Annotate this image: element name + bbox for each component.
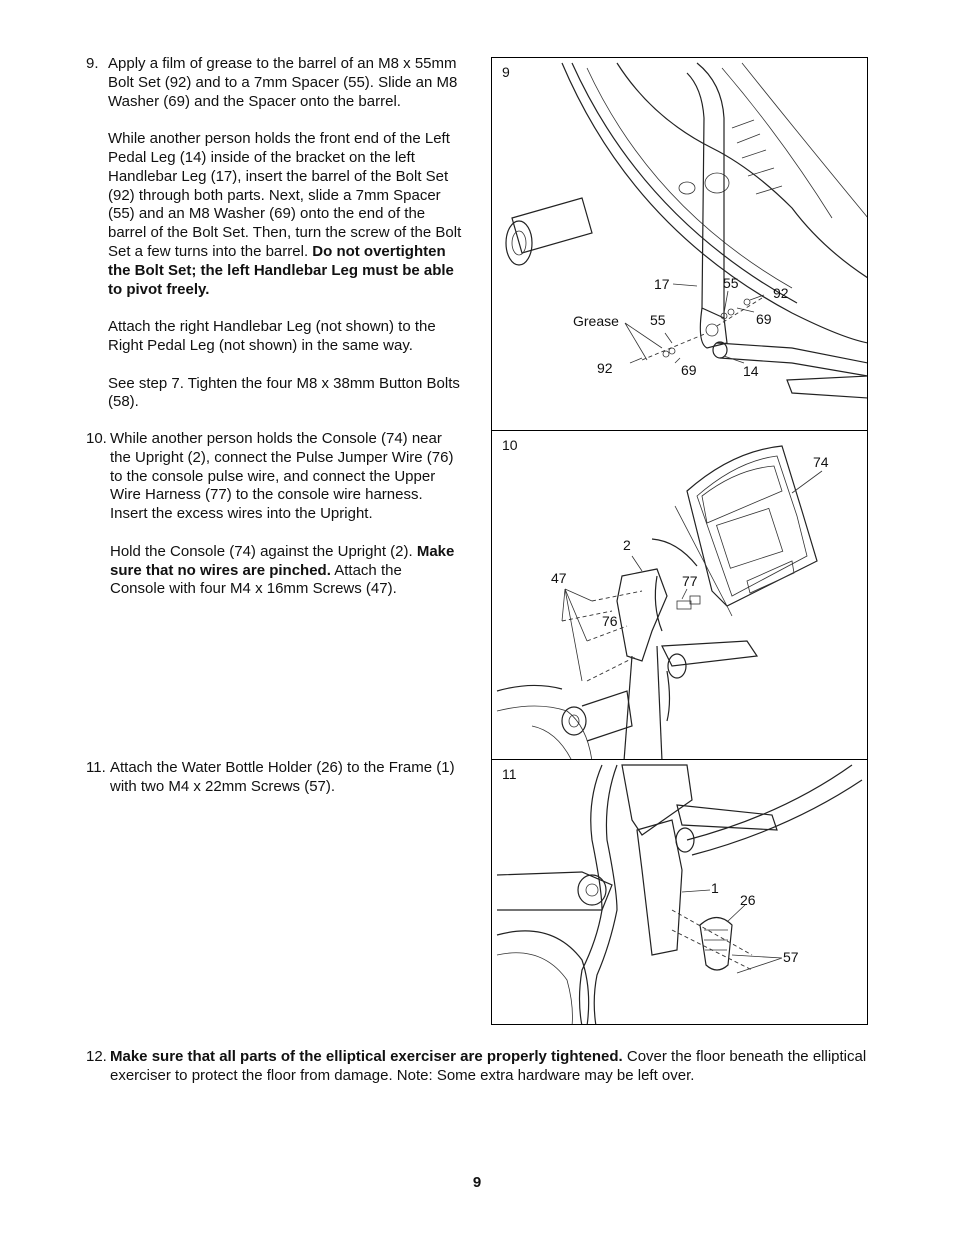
callout-92: 92 [597,360,613,376]
step-12-number: 12. [86,1048,107,1065]
figure-9-panel [491,57,868,432]
figure-10-illustration [492,431,868,760]
callout-92-top: 92 [773,285,789,301]
figure-10-panel [491,430,868,760]
callout-grease: Grease [573,313,619,329]
page-number: 9 [472,1174,482,1191]
step-10-paragraph-2-text-b: Attach the Console with four M4 x 16mm Screws (47). [110,561,402,598]
figure-11-illustration [492,760,868,1025]
figure-9-illustration [492,58,868,432]
step-11-number: 11. [86,759,106,776]
step-12-text: Cover the floor beneath the elliptical exerciser to protect the floor from damage. Note: Some extra hardware may be left over. [110,1048,867,1084]
step-10-paragraph-1: While another person holds the Console (74) near the Upright (2), connect the Pulse Jumper Wire (76) to the console pulse wire, and connect the Upper Wire Harness (77) to the console wire harness. Insert the excess wires into the Upright. [110,430,454,523]
figure-11-number: 11 [502,766,517,782]
step-9-paragraph-3: Attach the right Handlebar Leg (not shown) to the Right Pedal Leg (not shown) in the same way. [108,318,436,354]
callout-69-top: 69 [756,311,772,327]
callout-1: 1 [711,880,719,896]
callout-55: 55 [650,312,666,328]
step-12-warning: Make sure that all parts of the elliptical exerciser are properly tightened. [110,1048,623,1065]
callout-77: 77 [682,573,698,589]
step-9-paragraph-2 [108,130,463,299]
callout-55-top: 55 [723,275,739,291]
callout-74: 74 [813,454,829,470]
step-9-paragraph-1: Apply a film of grease to the barrel of an M8 x 55mm Bolt Set (92) and to a 7mm Spacer (55). Slide an M8 Washer (69) and the Spacer onto the barrel. [108,55,458,110]
callout-69: 69 [681,362,697,378]
callout-47: 47 [551,570,567,586]
callout-14: 14 [743,363,759,379]
figure-10-number: 10 [502,437,518,453]
step-12-paragraph [110,1048,870,1086]
callout-2: 2 [623,537,631,553]
figure-11-panel [491,759,868,1025]
step-9-number: 9. [86,55,99,72]
callout-17: 17 [654,276,670,292]
step-11-paragraph-1: Attach the Water Bottle Holder (26) to the Frame (1) with two M4 x 22mm Screws (57). [110,759,455,795]
step-9-paragraph-4: See step 7. Tighten the four M8 x 38mm Button Bolts (58). [108,374,460,411]
figure-9-number: 9 [502,64,510,80]
step-10-paragraph-2 [110,543,460,599]
step-10-paragraph-2-text-a: Hold the Console (74) against the Upright (2). [110,542,413,560]
step-9-warning: Do not overtighten the Bolt Set; the left Handlebar Leg must be able to pivot freely. [108,242,454,298]
step-10-warning: Make sure that no wires are pinched. [110,542,455,579]
callout-57: 57 [783,949,799,965]
callout-26: 26 [740,892,756,908]
step-9-paragraph-2-text: While another person holds the front end of the Left Pedal Leg (14) inside of the bracket on the left Handlebar Leg (17), insert the barrel of the Bolt Set (92) through both parts. Next, slide a 7mm Spacer (55) and an M8 Washer (69) onto the end of the barrel of the Bolt Set. Then, turn the screw of the Bolt Set a few turns into the barrel. [108,130,462,260]
step-10-number: 10. [86,430,107,447]
callout-76: 76 [602,613,618,629]
